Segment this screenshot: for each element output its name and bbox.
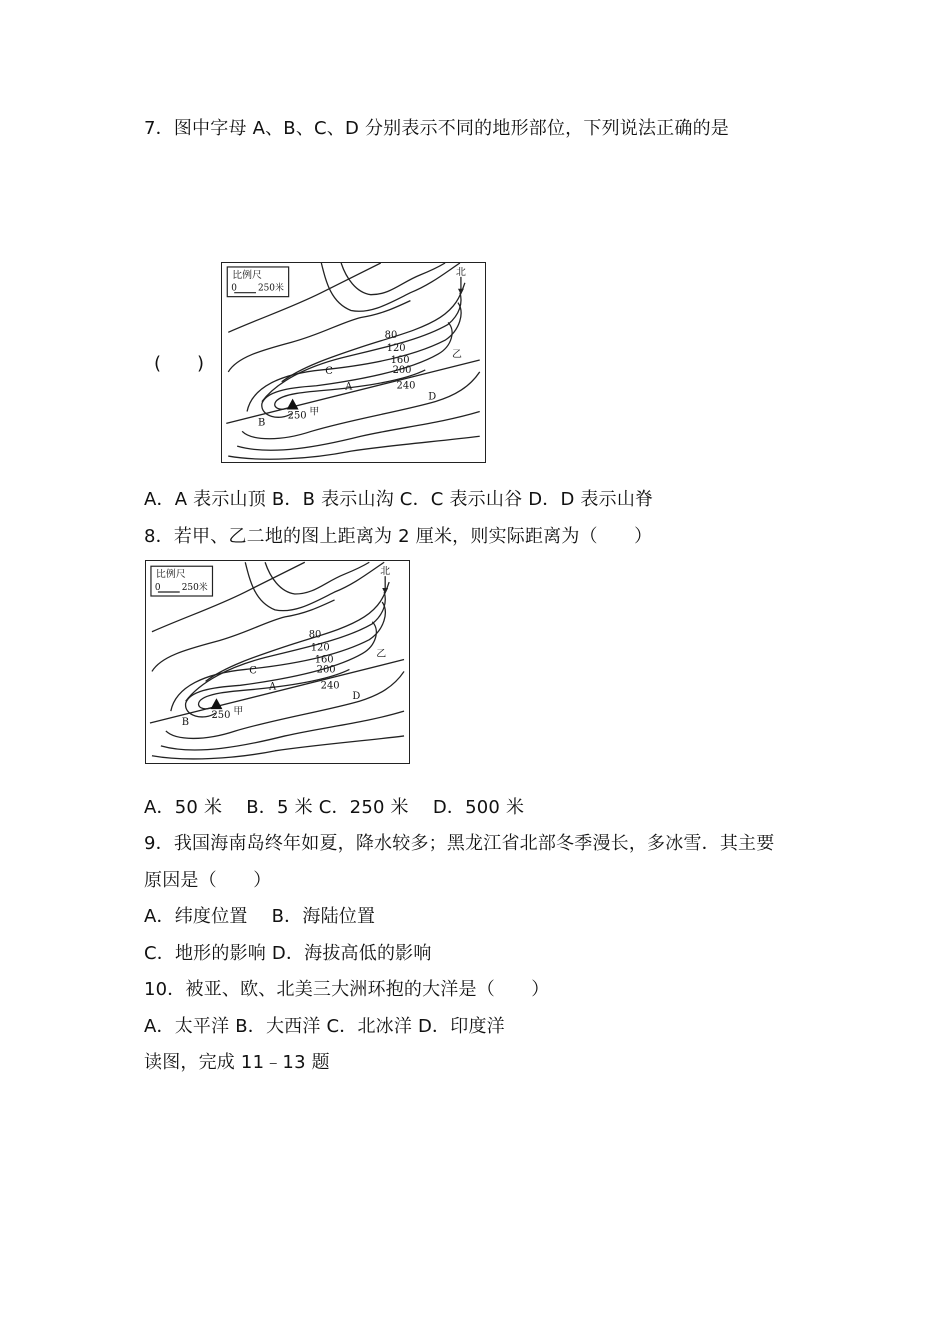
point-c: C <box>325 365 333 377</box>
summit-elevation: 250 <box>211 710 231 722</box>
scale-title: 比例尺 <box>155 569 186 581</box>
north-label: 北 <box>455 266 466 278</box>
contour-label-80: 80 <box>384 330 398 342</box>
q10-options: A．太平洋 B．大西洋 C．北冰洋 D．印度洋 <box>144 1016 505 1037</box>
summit-marker <box>211 698 223 709</box>
scale-title: 比例尺 <box>232 269 262 281</box>
q8-options: A．50 米 B．5 米 C．250 米 D．500 米 <box>144 797 525 818</box>
point-d: D <box>352 691 361 703</box>
contour-label-200: 200 <box>316 664 336 676</box>
north-arrowhead <box>382 588 388 594</box>
scale-zero: 0 <box>154 583 161 594</box>
q7-stem: 7．图中字母 A、B、C、D 分别表示不同的地形部位，下列说法正确的是 <box>144 118 729 139</box>
q9-stem-line2: 原因是（ ） <box>144 870 272 891</box>
scale-value: 250米 <box>181 583 208 594</box>
contour-map-svg-q8 <box>146 561 409 763</box>
summit-elevation: 250 <box>287 410 307 422</box>
q9-stem-line1: 9．我国海南岛终年如夏，降水较多；黑龙江省北部冬季漫长，多冰雪．其主要 <box>144 833 775 854</box>
contour-label-160: 160 <box>314 654 334 666</box>
profile-line <box>226 360 479 423</box>
point-d: D <box>428 391 437 403</box>
contour-map-svg-q7 <box>222 263 485 462</box>
summit-marker <box>287 399 299 410</box>
contour-label-240: 240 <box>320 680 340 692</box>
north-arrowhead <box>458 289 464 295</box>
north-label: 北 <box>380 566 391 578</box>
reading-instruction: 读图，完成 11﹣13 题 <box>144 1052 330 1073</box>
point-a: A <box>269 681 277 693</box>
q8-stem: 8．若甲、乙二地的图上距离为 2 厘米，则实际距离为（ ） <box>144 526 653 547</box>
point-b: B <box>181 717 190 729</box>
place-yi: 乙 <box>452 349 462 361</box>
contour-label-80: 80 <box>308 629 322 641</box>
q7-blank: ( ) <box>154 353 205 374</box>
contour-map-q7 <box>221 262 486 463</box>
contour-label-120: 120 <box>386 343 406 355</box>
point-c: C <box>249 665 257 677</box>
q9-options-line1: A．纬度位置 B．海陆位置 <box>144 906 376 927</box>
scale-zero: 0 <box>231 283 237 294</box>
contour-label-160: 160 <box>390 354 410 366</box>
place-jia: 甲 <box>309 406 320 418</box>
contour-map-q8 <box>145 560 410 764</box>
place-jia: 甲 <box>233 706 244 718</box>
point-a: A <box>345 381 353 393</box>
scale-value: 250米 <box>257 283 284 294</box>
contour-label-200: 200 <box>392 364 412 376</box>
contour-label-120: 120 <box>310 642 330 654</box>
place-yi: 乙 <box>376 648 387 660</box>
contour-label-240: 240 <box>396 380 416 392</box>
q9-options-line2: C．地形的影响 D．海拔高低的影响 <box>144 943 432 964</box>
q10-stem: 10．被亚、欧、北美三大洲环抱的大洋是（ ） <box>144 979 550 1000</box>
point-b: B <box>257 417 266 429</box>
profile-line <box>150 660 404 724</box>
q7-options: A．A 表示山顶 B．B 表示山沟 C．C 表示山谷 D．D 表示山脊 <box>144 489 654 510</box>
